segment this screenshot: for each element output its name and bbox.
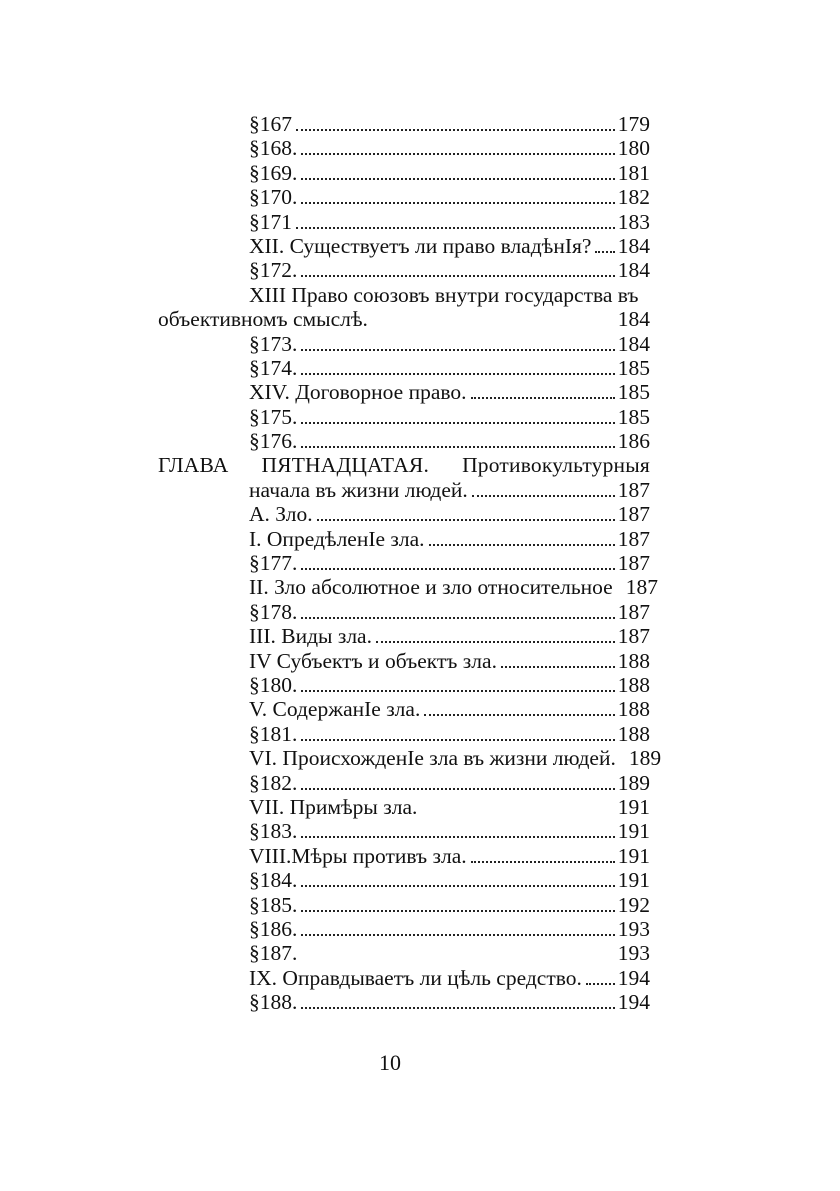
toc-entry-label: §176. — [249, 429, 298, 454]
toc-entry — [158, 795, 650, 819]
toc-entry-label: §185. — [249, 892, 298, 917]
toc-entry-label: §177. — [249, 551, 298, 576]
dot-leader — [301, 568, 614, 570]
toc-entry-page: 187 — [617, 551, 650, 576]
toc-entry-label: §171 — [249, 209, 292, 234]
toc-entry-page: 187 — [617, 502, 650, 527]
toc-entry-label: А. Зло. — [249, 502, 313, 527]
dot-leader — [471, 397, 615, 399]
dot-leader — [472, 495, 615, 497]
toc-entry-label: VI. ПроисхожденIе зла въ жизни людей. — [249, 746, 616, 771]
toc-entry — [158, 356, 650, 380]
toc-entry-label: §186. — [249, 916, 298, 941]
toc-entry-label: III. Виды зла. — [249, 624, 372, 649]
dot-leader — [586, 983, 615, 985]
toc-entry-page: 188 — [617, 721, 650, 746]
toc-entry — [158, 332, 650, 356]
dot-leader — [424, 714, 614, 716]
toc-entry — [158, 234, 650, 258]
toc-entry — [158, 551, 650, 575]
dot-leader — [296, 129, 615, 131]
toc-entry — [158, 185, 650, 209]
chapter-heading — [158, 453, 650, 477]
toc-entry-label: начала въ жизни людей. — [249, 477, 468, 502]
toc-entry — [158, 527, 650, 551]
toc-entry-label: II. Зло абсолютное и зло относительное — [249, 575, 613, 600]
toc-entry-page: 184 — [617, 331, 650, 356]
dot-leader — [501, 666, 615, 668]
toc-entry-xiii-line2 — [158, 307, 650, 331]
toc-entry-page: 192 — [617, 892, 650, 917]
page-number: 10 — [379, 1050, 401, 1075]
toc-entry — [158, 673, 650, 697]
dot-leader — [301, 788, 614, 790]
dot-leader — [301, 836, 614, 838]
toc-entry-page: 191 — [617, 843, 650, 868]
dot-leader — [317, 519, 615, 521]
chapter-number: ПЯТНАДЦАТАЯ. — [261, 453, 430, 478]
toc-entry-label: XIV. Договорное право. — [249, 380, 467, 405]
toc-entry-page: 185 — [617, 355, 650, 380]
toc-entry-page: 186 — [617, 429, 650, 454]
dot-leader — [429, 544, 615, 546]
toc-entry — [158, 722, 650, 746]
toc-entry-page: 193 — [617, 941, 650, 966]
dot-leader — [471, 861, 615, 863]
toc-entry-label: §173. — [249, 331, 298, 356]
toc-entry-label: §169. — [249, 160, 298, 185]
toc-entry — [158, 941, 650, 965]
toc-entry-label: §188. — [249, 990, 298, 1015]
toc-entry-page: 189 — [628, 746, 662, 771]
toc-entry-page: 191 — [617, 819, 650, 844]
toc-entry-page: 180 — [617, 136, 650, 161]
toc-entry-label: §168. — [249, 136, 298, 161]
toc-entry-page: 187 — [617, 624, 650, 649]
toc-entry-label: I. ОпредѣленIе зла. — [249, 526, 425, 551]
toc-entry — [158, 624, 650, 648]
toc-entry — [158, 990, 650, 1014]
toc-entry — [158, 868, 650, 892]
toc-entry-label: V. СодержанIе зла. — [249, 697, 421, 722]
toc-entry-label: IX. Оправдываетъ ли цѣль средство. — [249, 965, 582, 990]
toc-entry-page: 187 — [617, 526, 650, 551]
toc-entry-page: 191 — [617, 794, 650, 819]
toc-entry-page: 184 — [617, 307, 650, 332]
toc-entry-label: VIII.Мѣры противъ зла. — [249, 843, 467, 868]
toc-entry-page: 181 — [617, 160, 650, 185]
toc-entry-label: §182. — [249, 770, 298, 795]
dot-leader — [301, 446, 614, 448]
dot-leader — [301, 617, 614, 619]
toc-entry-label: объективномъ смыслѣ. — [158, 307, 368, 332]
toc-entry — [158, 893, 650, 917]
dot-leader — [301, 178, 614, 180]
dot-leader — [301, 885, 614, 887]
toc-entry — [158, 502, 650, 526]
toc-entry-page: 184 — [617, 258, 650, 283]
toc-entry — [158, 697, 650, 721]
toc-entry-label: VII. Примѣры зла. — [249, 794, 418, 819]
toc-entry — [158, 600, 650, 624]
toc-entry — [158, 405, 650, 429]
toc-entry-page: 185 — [617, 380, 650, 405]
toc-entry-label: §184. — [249, 868, 298, 893]
toc-entry-page: 185 — [617, 404, 650, 429]
dot-leader — [301, 910, 614, 912]
toc-entry-label: IV Субъектъ и объектъ зла. — [249, 648, 497, 673]
dot-leader — [301, 690, 614, 692]
toc-entry — [158, 136, 650, 160]
toc-entry — [158, 917, 650, 941]
toc-entry-page: 183 — [617, 209, 650, 234]
toc-entry-page: 189 — [617, 770, 650, 795]
dot-leader — [301, 1007, 614, 1009]
toc-entry — [158, 575, 658, 600]
toc-entry — [158, 161, 650, 185]
toc-entry-xiii-line1 — [158, 283, 650, 307]
toc-entry-page: 188 — [617, 672, 650, 697]
toc-entry — [158, 649, 650, 673]
toc-entry — [158, 258, 650, 282]
dot-leader — [301, 422, 614, 424]
toc-entry — [158, 844, 650, 868]
dot-leader — [301, 153, 614, 155]
dot-leader — [301, 349, 614, 351]
dot-leader — [301, 739, 614, 741]
dot-leader — [376, 641, 615, 643]
toc-entry-page: 179 — [617, 112, 650, 136]
toc-entry — [158, 210, 650, 234]
toc-entry — [158, 746, 662, 771]
toc-entry-page: 193 — [617, 916, 650, 941]
toc-entry — [158, 112, 650, 136]
toc-entry-page: 187 — [617, 599, 650, 624]
toc-entry-page: 191 — [617, 868, 650, 893]
toc-entry-label: §187. — [249, 941, 298, 966]
toc-entry-label: §180. — [249, 672, 298, 697]
chapter-title-part: Противокультурныя — [462, 453, 650, 478]
toc-entry-page: 184 — [617, 233, 650, 258]
toc-entry-page: 188 — [617, 697, 650, 722]
toc-entry-label: §181. — [249, 721, 298, 746]
toc-entry-page: 194 — [617, 990, 650, 1015]
toc-entry-label: §170. — [249, 185, 298, 210]
toc-entry-page: 187 — [625, 575, 658, 600]
dot-leader — [301, 373, 614, 375]
toc-entry-label: §178. — [249, 599, 298, 624]
toc-entry — [158, 819, 650, 843]
toc-entry-label: §167 — [249, 112, 292, 136]
toc-entry — [158, 380, 650, 404]
toc-entry-page: 187 — [617, 477, 650, 502]
dot-leader — [301, 202, 614, 204]
toc-entry-label: XII. Существуетъ ли право владѣнIя? — [249, 233, 592, 258]
chapter-word: ГЛАВА — [158, 453, 229, 478]
toc-entry-page: 194 — [617, 965, 650, 990]
toc-entry-page: 182 — [617, 185, 650, 210]
toc-entry-label: §183. — [249, 819, 298, 844]
dot-leader — [301, 934, 614, 936]
dot-leader — [595, 251, 614, 253]
dot-leader — [296, 227, 615, 229]
toc-entry — [158, 771, 650, 795]
dot-leader — [301, 275, 614, 277]
chapter-heading-line2 — [158, 478, 650, 502]
toc-entry-label: §174. — [249, 355, 298, 380]
toc-entry-label: XIII Право союзовъ внутри государства въ — [249, 282, 639, 307]
toc-entry-label: §172. — [249, 258, 298, 283]
toc-entry-page: 188 — [617, 648, 650, 673]
toc-entry — [158, 429, 650, 453]
toc-entry — [158, 966, 650, 990]
table-of-contents — [158, 112, 662, 1015]
toc-entry-label: §175. — [249, 404, 298, 429]
